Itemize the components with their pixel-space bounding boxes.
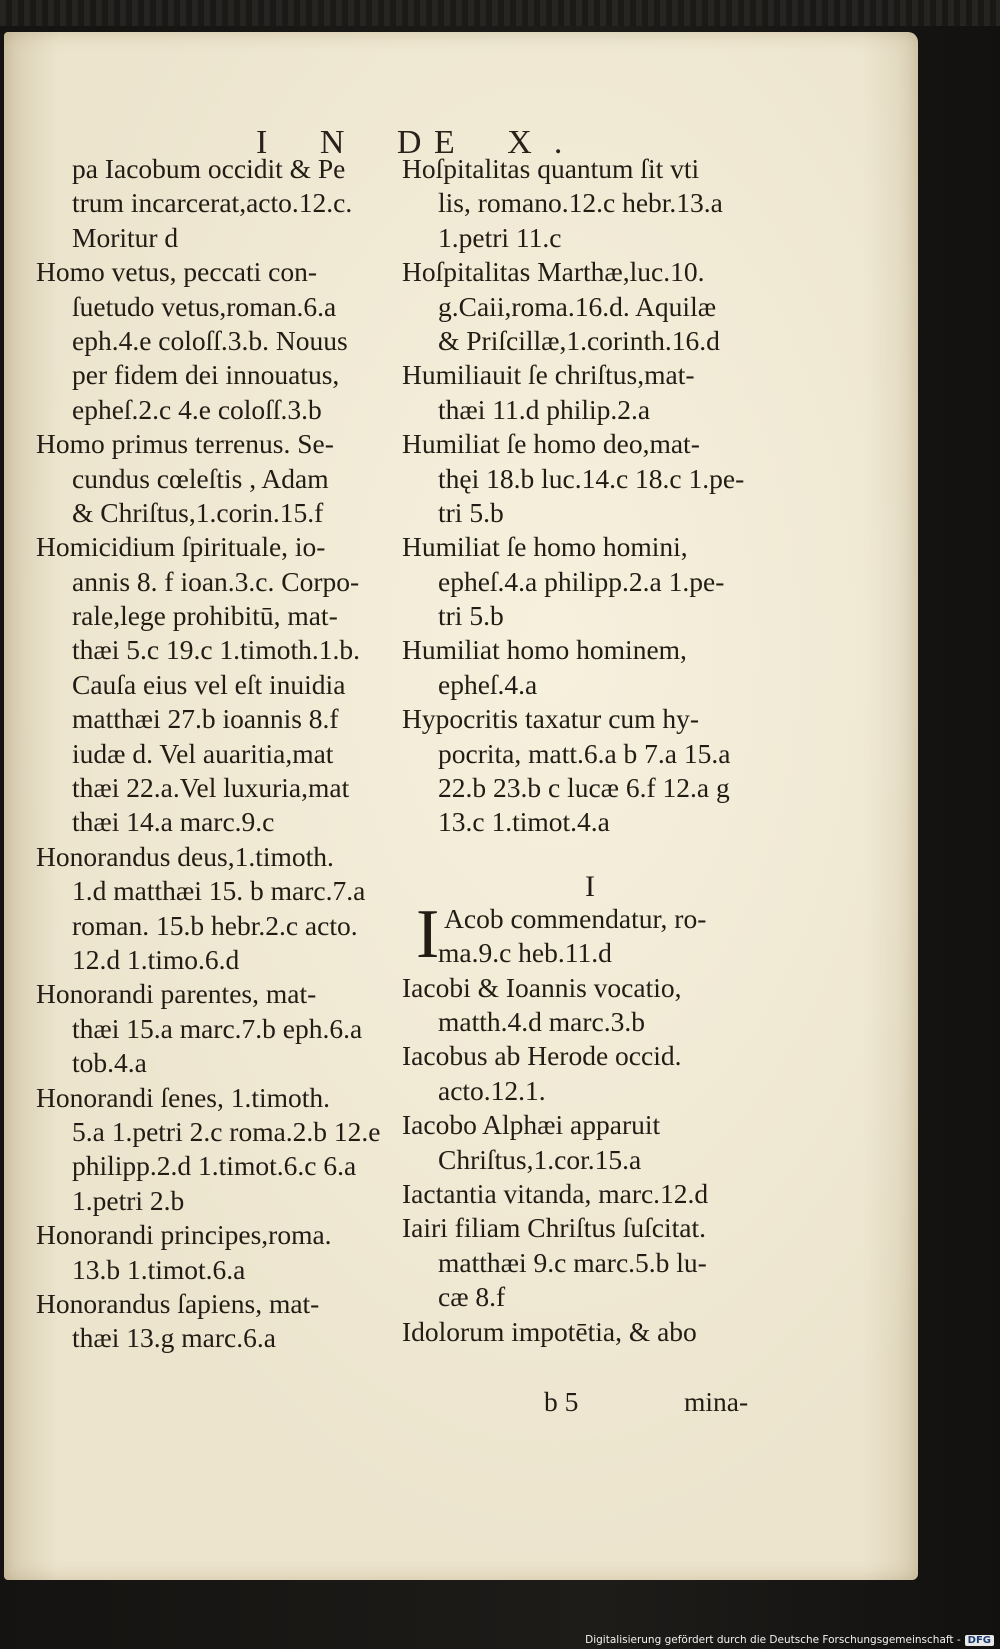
index-entry-continuation: thæi 22.a.Vel luxuria,mat — [72, 772, 350, 804]
index-entry-heading: Humiliat ſe homo homini, — [402, 531, 688, 563]
index-entry-heading: Idolorum impotētia, & abo — [402, 1315, 697, 1347]
index-entry-continuation: ſuetudo vetus,roman.6.a — [72, 290, 337, 322]
index-entry-heading: Iacobi & Ioannis vocatio, — [402, 971, 682, 1003]
index-entry-continuation: thæi 13.g marc.6.a — [72, 1322, 276, 1354]
index-entry-continuation: thæi 14.a marc.9.c — [72, 806, 275, 838]
index-entry-continuation: roman. 15.b hebr.2.c acto. — [72, 909, 358, 941]
index-entry-continuation: & Chriſtus,1.corin.15.f — [72, 496, 324, 528]
index-entry-continuation: matth.4.d marc.3.b — [438, 1005, 645, 1037]
index-entry-continuation: 12.d 1.timo.6.d — [72, 943, 240, 975]
right-column-top — [402, 152, 778, 840]
index-entry-continuation: tri 5.b — [438, 600, 504, 632]
index-entry-continuation: 13.c 1.timot.4.a — [438, 806, 610, 838]
index-entry-continuation: Chriſtus,1.cor.15.a — [438, 1143, 642, 1175]
signature-mark: b 5 — [544, 1386, 579, 1417]
right-column — [402, 152, 778, 1349]
right-column-bottom — [402, 936, 778, 1349]
running-head-left: I N D — [256, 124, 444, 161]
index-entry-continuation: matthæi 27.b ioannis 8.f — [72, 703, 339, 735]
index-entry-continuation: ma.9.c heb.11.d — [438, 937, 612, 969]
index-entry-continuation: tob.4.a — [72, 1047, 147, 1079]
drop-cap: I — [416, 895, 440, 973]
left-column — [36, 152, 406, 1356]
index-entry-continuation: thæi 15.a marc.7.b eph.6.a — [72, 1012, 363, 1044]
index-entry-heading: Homo primus terrenus. Se- — [36, 428, 334, 460]
index-entry-heading: Humiliauit ſe chriſtus,mat- — [402, 359, 695, 391]
index-entry-heading: Iacobo Alphæi apparuit — [402, 1109, 661, 1141]
running-head-right: E X. — [434, 124, 585, 161]
book-page — [4, 32, 918, 1580]
index-entry-heading: Humiliat ſe homo deo,mat- — [402, 428, 700, 460]
index-entry-heading: Homo vetus, peccati con- — [36, 256, 318, 288]
scanner-edge — [0, 0, 1000, 26]
index-entry-continuation: cundus cœleſtis , Adam — [72, 462, 329, 494]
index-entry-heading: Hoſpitalitas Marthæ,luc.10. — [402, 256, 705, 288]
index-entry-continuation: iudæ d. Vel auaritia,mat — [72, 737, 334, 769]
index-entry-heading: Honorandi ſenes, 1.timoth. — [36, 1081, 331, 1113]
index-entry-continuation: 1.d matthæi 15. b marc.7.a — [72, 875, 366, 907]
dfg-logo: DFG — [965, 1635, 994, 1646]
index-entry-heading: Homicidium ſpirituale, io- — [36, 531, 326, 563]
credit-text: Digitalisierung gefördert durch die Deutsche Forschungsgemeinschaft - — [585, 1634, 961, 1646]
index-entry-heading: Humiliat homo hominem, — [402, 634, 687, 666]
index-entry-heading: Hoſpitalitas quantum ſit vti — [402, 153, 700, 184]
index-entry-heading: Iacobus ab Herode occid. — [402, 1040, 682, 1072]
index-entry-continuation: rale,lege prohibitū, mat- — [72, 600, 338, 632]
catchword: mina- — [684, 1386, 749, 1417]
index-entry-continuation: pa Iacobum occidit & Pe — [72, 153, 346, 184]
section-letter: I — [585, 869, 595, 903]
digitization-credit — [585, 1634, 994, 1646]
index-entry-heading: Honorandus ſapiens, mat- — [36, 1287, 320, 1319]
index-entry-continuation: thæi 11.d philip.2.a — [438, 393, 651, 425]
index-entry-heading: Iairi filiam Chriſtus ſuſcitat. — [402, 1212, 706, 1244]
index-entry-continuation: 1.petri 11.c — [438, 221, 562, 253]
index-entry-heading: Honorandi principes,roma. — [36, 1219, 332, 1251]
index-entry-continuation: Moritur d — [72, 221, 179, 253]
index-entry-heading: Iactantia vitanda, marc.12.d — [402, 1177, 709, 1209]
index-entry-continuation: epheſ.2.c 4.e coloſſ.3.b — [72, 393, 322, 425]
index-entry-continuation: per fidem dei innouatus, — [72, 359, 340, 391]
index-entry-continuation: 22.b 23.b c lucæ 6.f 12.a g — [438, 772, 730, 804]
index-entry-continuation: acto.12.1. — [438, 1074, 546, 1106]
index-entry-continuation: 1.petri 2.b — [72, 1184, 185, 1216]
index-entry-heading: Honorandus deus,1.timoth. — [36, 840, 334, 872]
index-entry-continuation: g.Caii,roma.16.d. Aquilæ — [438, 290, 717, 322]
index-entry-heading: Honorandi parentes, mat- — [36, 978, 317, 1010]
index-entry-continuation: pocrita, matt.6.a b 7.a 15.a — [438, 737, 731, 769]
index-entry-continuation: eph.4.e coloſſ.3.b. Nouus — [72, 324, 348, 356]
index-entry-continuation: thęi 18.b luc.14.c 18.c 1.pe- — [438, 462, 745, 494]
drop-cap-first-line: Acob commendatur, ro- — [444, 902, 707, 934]
index-entry-continuation: trum incarcerat,acto.12.c. — [72, 187, 353, 219]
index-entry-continuation: epheſ.4.a philipp.2.a 1.pe- — [438, 565, 725, 597]
index-entry-continuation: cæ 8.f — [438, 1281, 506, 1313]
index-entry-heading: Hypocritis taxatur cum hy- — [402, 703, 700, 735]
index-entry-continuation: thæi 5.c 19.c 1.timoth.1.b. — [72, 634, 360, 666]
index-entry-continuation: 5.a 1.petri 2.c roma.2.b 12.e — [72, 1115, 381, 1147]
index-entry-continuation: matthæi 9.c marc.5.b lu- — [438, 1246, 707, 1278]
index-entry-continuation: tri 5.b — [438, 496, 504, 528]
index-entry-continuation: epheſ.4.a — [438, 668, 538, 700]
index-entry-continuation: 13.b 1.timot.6.a — [72, 1253, 246, 1285]
index-entry-continuation: Cauſa eius vel eſt inuidia — [72, 668, 346, 700]
index-entry-continuation: annis 8. f ioan.3.c. Corpo- — [72, 565, 360, 597]
index-entry-continuation: lis, romano.12.c hebr.13.a — [438, 187, 723, 219]
index-entry-continuation: philipp.2.d 1.timot.6.c 6.a — [72, 1150, 357, 1182]
index-entry-continuation: & Priſcillæ,1.corinth.16.d — [438, 324, 720, 356]
